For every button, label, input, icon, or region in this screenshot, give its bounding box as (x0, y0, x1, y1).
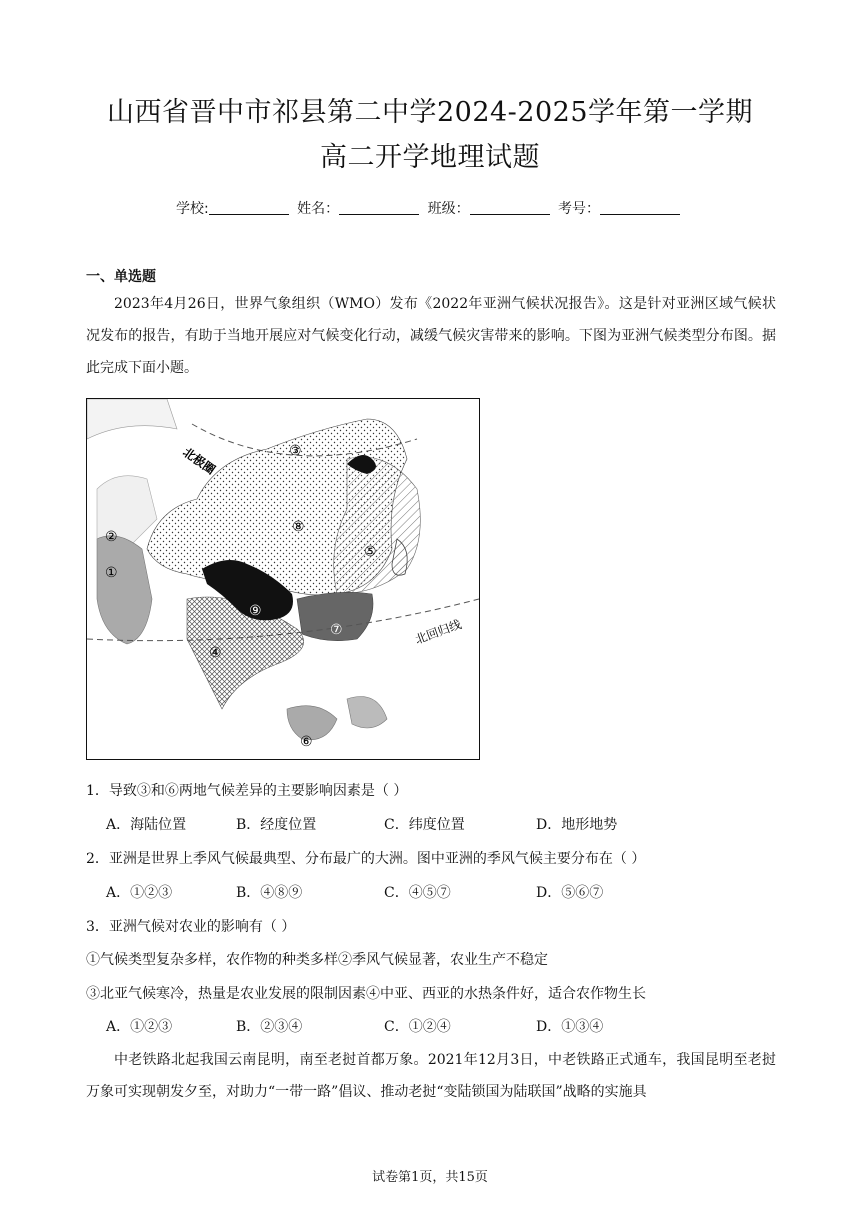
q2-option-b[interactable]: B．④⑧⑨ (236, 885, 303, 901)
q1-option-a[interactable]: A．海陆位置 (106, 817, 187, 833)
passage-1: 2023年4月26日，世界气象组织（WMO）发布《2022年亚洲气候状况报告》。这是针对亚洲区域气候状况发布的报告，有助于当地开展应对气候变化行动，减缓气候灾害带来的影响。下图为亚洲气候类型分布图。据此完成下面小题。 (86, 296, 776, 376)
exam-title-line1: 山西省晋中市祁县第二中学2024-2025学年第一学期 (106, 97, 754, 128)
passage-2: 中老铁路北起我国云南昆明，南至老挝首都万象。2021年12月3日，中老铁路正式通车，我国昆明至老挝万象可实现朝发夕至，对助力“一带一路”倡议、推动老挝“变陆锁国为陆联国”战略的实施具 (86, 1052, 776, 1100)
map-label-tropic-of-cancer: 北回归线 (413, 617, 464, 647)
map-label-5: ⑤ (364, 544, 377, 560)
map-label-arctic-circle: 北极圈 (180, 444, 218, 478)
page-footer: 试卷第1页，共15页 (372, 1170, 488, 1185)
field-school-blank[interactable] (209, 200, 289, 215)
field-class-blank[interactable] (470, 200, 550, 215)
map-label-6: ⑥ (300, 734, 313, 750)
section-title: 一、单选题 (86, 269, 156, 285)
map-label-4: ④ (209, 645, 222, 661)
q3-option-d[interactable]: D．①③④ (536, 1019, 604, 1035)
q1-option-d[interactable]: D．地形地势 (536, 817, 618, 833)
map-label-3: ③ (289, 443, 302, 459)
map-label-7: ⑦ (330, 622, 343, 638)
map-label-1: ① (105, 565, 118, 581)
map-label-8: ⑧ (292, 519, 305, 535)
question-3-statement-1: ①气候类型复杂多样，农作物的种类多样②季风气候显著，农业生产不稳定 (86, 952, 548, 968)
q1-option-b[interactable]: B．经度位置 (236, 817, 317, 833)
field-school-label: 学校: (175, 201, 209, 217)
field-examno-label: 考号： (558, 201, 601, 217)
question-2-stem: 2．亚洲是世界上季风气候最典型、分布最广的大洲。图中亚洲的季风气候主要分布在（ ） (86, 851, 646, 867)
map-label-2: ② (105, 529, 118, 545)
asia-climate-map (86, 398, 480, 760)
student-info-row (0, 198, 860, 218)
question-3-statement-2: ③北亚气候寒冷，热量是农业发展的限制因素④中亚、西亚的水热条件好，适合农作物生长 (86, 986, 646, 1002)
map-label-9: ⑨ (249, 603, 262, 619)
q1-option-c[interactable]: C．纬度位置 (384, 817, 465, 833)
field-examno-blank[interactable] (600, 200, 680, 215)
question-1-stem: 1．导致③和⑥两地气候差异的主要影响因素是（ ） (86, 783, 408, 799)
field-name-blank[interactable] (339, 200, 419, 215)
q2-option-a[interactable]: A．①②③ (106, 885, 173, 901)
q3-option-b[interactable]: B．②③④ (236, 1019, 303, 1035)
q2-option-c[interactable]: C．④⑤⑦ (384, 885, 451, 901)
field-name-label: 姓名： (297, 201, 340, 217)
question-3-stem: 3．亚洲气候对农业的影响有（ ） (86, 919, 296, 935)
q3-option-a[interactable]: A．①②③ (106, 1019, 173, 1035)
q3-option-c[interactable]: C．①②④ (384, 1019, 451, 1035)
field-class-label: 班级： (427, 201, 470, 217)
q2-option-d[interactable]: D．⑤⑥⑦ (536, 885, 604, 901)
exam-title-line2: 高二开学地理试题 (320, 142, 540, 173)
